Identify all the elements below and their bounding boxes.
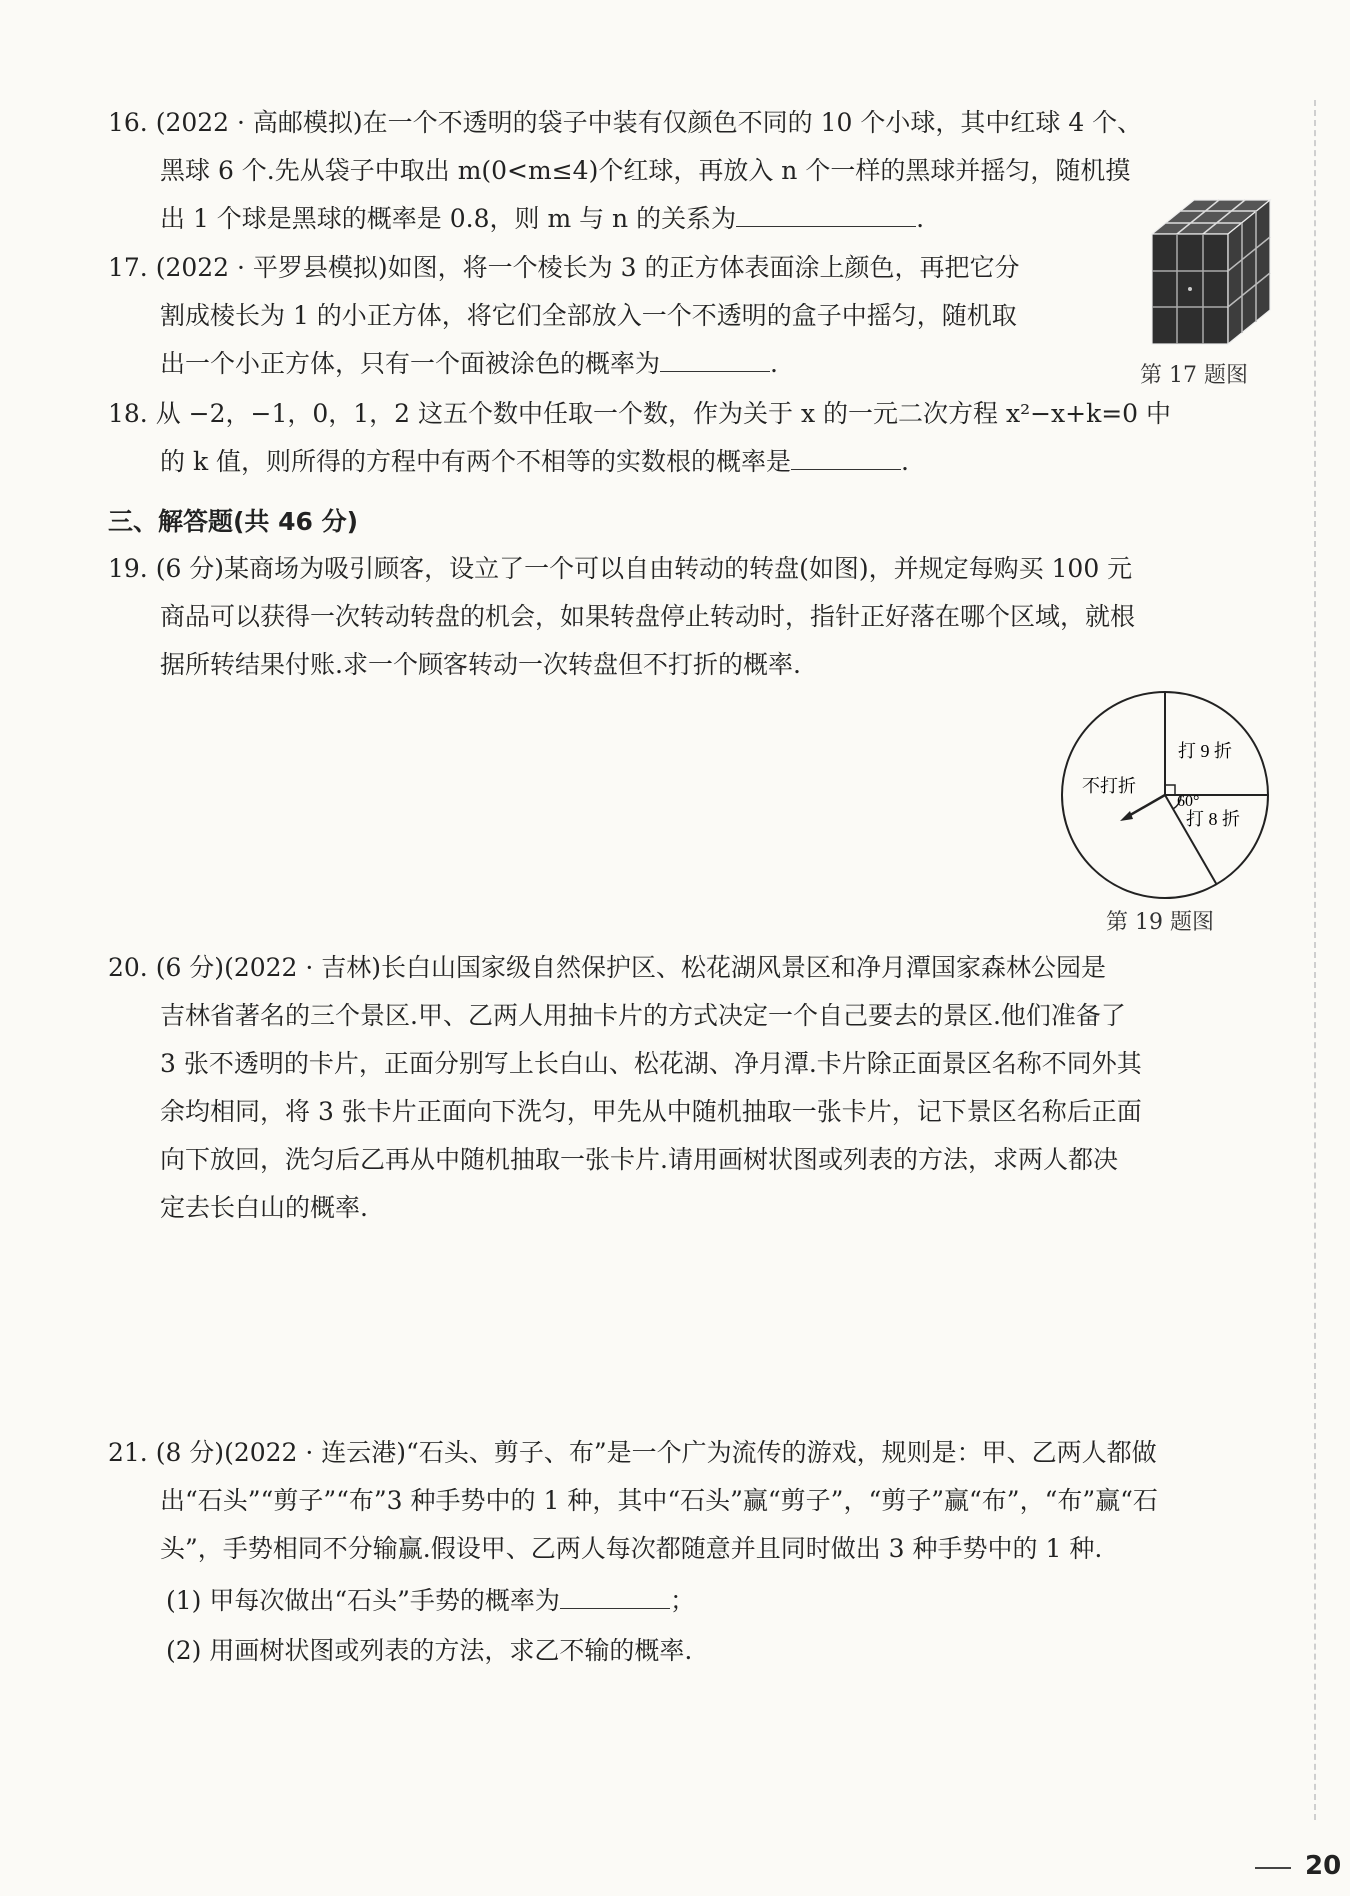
q21-line-3: 头”，手势相同不分输赢.假设甲、乙两人每次都随意并且同时做出 3 种手势中的 1 种.: [160, 1534, 1103, 1563]
q19-line-2: 商品可以获得一次转动转盘的机会，如果转盘停止转动时，指针正好落在哪个区域，就根: [160, 602, 1136, 631]
q21-line-1: 21. (8 分)(2022 · 连云港)“石头、剪子、布”是一个广为流传的游戏，规则是：甲、乙两人都做: [108, 1438, 1157, 1467]
q17-line-3-end: .: [770, 349, 778, 378]
question-16: [108, 99, 1260, 243]
q18-line-2: [108, 438, 1260, 486]
q20-line-4: 余均相同，将 3 张卡片正面向下洗匀，甲先从中随机抽取一张卡片，记下景区名称后正面: [160, 1097, 1142, 1126]
q21-part-1-text: (1) 甲每次做出“石头”手势的概率为: [166, 1586, 560, 1615]
q16-line-1: 16. (2022 · 高邮模拟)在一个不透明的袋子中装有仅颜色不同的 10 个小球，其中红球 4 个、: [108, 108, 1143, 137]
wheel-label-80: 打 8 折: [1186, 809, 1240, 829]
wheel-label-90: 打 9 折: [1178, 741, 1232, 761]
question-21: [108, 1429, 1260, 1573]
painted-cube-figure: [1132, 196, 1282, 354]
q19-line-1: 19. (6 分)某商场为吸引顾客，设立了一个可以自由转动的转盘(如图)，并规定每购买 100 元: [108, 554, 1133, 583]
page-number-dash: [1255, 1867, 1291, 1869]
q17-line-3: [108, 340, 1120, 388]
q18-line-2-text: 的 k 值，则所得的方程中有两个不相等的实数根的概率是: [160, 447, 792, 476]
q19-figure-caption: 第 19 题图: [1106, 910, 1214, 935]
question-20: [108, 944, 1260, 1232]
section-heading: 三、解答题(共 46 分): [108, 507, 359, 536]
q17-line-1: 17. (2022 · 平罗县模拟)如图，将一个棱长为 3 的正方体表面涂上颜色，再把它分: [108, 253, 1020, 282]
page-number: 20: [1305, 1851, 1342, 1881]
q20-line-1: 20. (6 分)(2022 · 吉林)长白山国家级自然保护区、松花湖风景区和净月潭国家森林公园是: [108, 953, 1107, 982]
question-19: [108, 545, 1260, 689]
q20-line-3: 3 张不透明的卡片，正面分别写上长白山、松花湖、净月潭.卡片除正面景区名称不同外其: [160, 1049, 1142, 1078]
q18-line-2-end: .: [901, 447, 909, 476]
wheel-angle-label: 60°: [1177, 793, 1200, 810]
q19-line-3: 据所转结果付账.求一个顾客转动一次转盘但不打折的概率.: [160, 650, 801, 679]
q16-line-3-text: 出 1 个球是黑球的概率是 0.8，则 m 与 n 的关系为: [160, 204, 737, 233]
q21-answer-blank: [560, 1578, 670, 1609]
q20-line-2: 吉林省著名的三个景区.甲、乙两人用抽卡片的方式决定一个自己要去的景区.他们准备了: [160, 1001, 1126, 1030]
spinner-wheel-figure: [1050, 685, 1280, 905]
q16-answer-blank: [736, 196, 916, 227]
q18-answer-blank: [791, 439, 901, 470]
q16-line-2: 黑球 6 个.先从袋子中取出 m(0<m≤4)个红球，再放入 n 个一样的黑球并摇匀，随机摸: [160, 156, 1131, 185]
question-17: [108, 244, 1120, 388]
q16-line-3-end: .: [916, 204, 925, 233]
q17-line-3-text: 出一个小正方体，只有一个面被涂色的概率为: [160, 349, 661, 378]
q21-part-1: [166, 1577, 695, 1625]
q17-answer-blank: [660, 341, 770, 372]
q17-figure-caption: 第 17 题图: [1140, 363, 1248, 388]
q21-part-2: (2) 用画树状图或列表的方法，求乙不输的概率.: [166, 1636, 693, 1665]
q21-line-2: 出“石头”“剪子”“布”3 种手势中的 1 种，其中“石头”赢“剪子”，“剪子”赢“布”，“布”赢“石: [160, 1486, 1158, 1515]
wheel-label-none: 不打折: [1082, 776, 1136, 796]
binding-cut-line: [1314, 100, 1316, 1820]
q18-line-1: 18. 从 −2，−1，0，1，2 这五个数中任取一个数，作为关于 x 的一元二次方程 x²−x+k=0 中: [108, 399, 1172, 428]
q21-part-1-end: ；: [669, 1586, 695, 1615]
q20-line-5: 向下放回，洗匀后乙再从中随机抽取一张卡片.请用画树状图或列表的方法，求两人都决: [160, 1145, 1118, 1174]
q16-line-3: [108, 195, 1260, 243]
q17-line-2: 割成棱长为 1 的小正方体，将它们全部放入一个不透明的盒子中摇匀，随机取: [160, 301, 1017, 330]
q20-line-6: 定去长白山的概率.: [160, 1193, 368, 1222]
question-18: [108, 390, 1260, 486]
